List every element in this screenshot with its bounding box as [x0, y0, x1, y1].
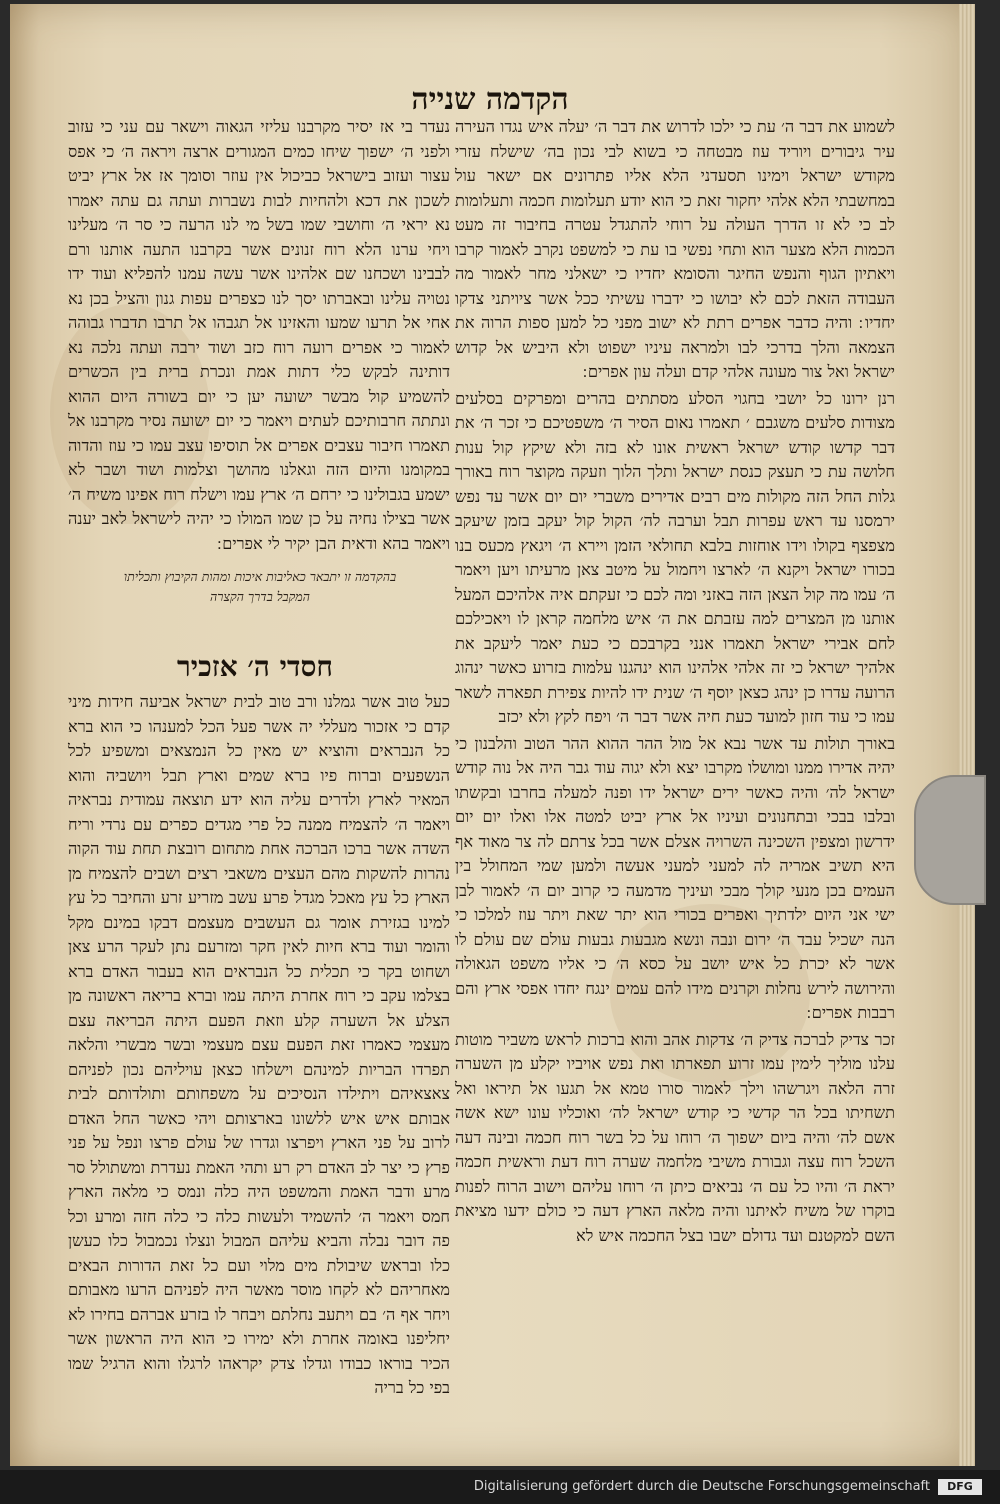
right-column: [455, 115, 895, 1395]
colophon-line: המקבל בדרך הקצרה: [209, 589, 311, 604]
paragraph: נעדר בי אז יסיר מקרבנו עליזי הגאוה וישאר עם עני כי עזוב ולפני ה׳ ישפוך שיחו כמים המגורים ארצה ויראה ה׳ כי אפס עצור ועזוב בישראל כביכול אין עוזר וסומך אז אל ארץ יביט לשכון את דכא ולהחיות לבות נשברות ועתה גם עתה יאמרו נא יראי ה׳ וחושבי שמו בשל מי לנו הרעה כי סר ה׳ מעלינו ויחי ערנו הלא רוח זנונים אשר בקרבנו התעה אותנו ורם לבבינו ושכחנו שם אלהינו אשר עשה עמנו להפליא ועוד ידו נטויה עלינו ובאברתו יסך לנו כצפרים עפות גנון והציל בכן נא אחי אל תרעו שמעו והאזינו אל תגבהו אל תרבו תדברו גבוהה לאמור כי אפרים רועה רוח כזב ושוד ירבה ועתה נלכה נא דותינה לבקש כלי דתות אמת ונכרת ברית בין הכשרים להשמיע קול מבשר ישועה יען כי יום בשורה היום ההוא ונתתה חרבותיכם לעתים ויאמר כי יום ישועה נסיר מקרבנו אל תאמרו חיבור עצבים אפרים אל תוסיפו עצב עמו כי עוז והדוה במקומנו והיום הזה וגאלנו מהושך וצלמות ושוד ושבר לא ישמע בגבולינו כי ירחם ה׳ ארץ עמו וישלח רוח אפינו משיח ה׳ אשר בצילו נחיה על כן שמו המולו כי יהיה לישראל לאב יענה ויאמר בהא ודאית הבן יקיר לי אפרים ׃: [68, 117, 450, 553]
paragraph: לשמוע את דבר ה׳ עת כי ילכו לדרוש את דבר ה׳ יעלה איש נגדו העירה עיר גיבורים ויוריד עוז מבטחה כי בשוא לבי נכון בה׳ שישלח עזרי מקודש ישראל וימינו תסעדני הלא אליו פתרונים אם ישאר עול במחשבתי הלא אלהי יחקור זאת כי הוא יודע תעלומות חכמה ותעלומות לב כי לא זו הדרך העולה על רוחי להתגדל עטרה בחיבור זה מעט הכמות הלא מצער הוא ותחי נפשי בו עת כי למשפט נקרב לאמור קרבו ויאתיון הגוף והנפש החיגר והסומא יחדיו כי ישאלני מחר לאמור מה העבודה הזאת לכם לא יבושו כי ידברו עשיתי ככל אשר ציויתני צדקו יחדיו ׃ והיה כדבר אפרים רתת לא ישוב מפני כל למען ספות הרוה את הצמאה והלך בדרכי לבו ולמראה עיניו ישפוט ולא היביש אל קדוש ישראל ואל צור מעונה אלהי קדם ועלה עון אפרים ׃: [455, 117, 895, 381]
paragraph: באורך תולות עד אשר נבא אל מול ההר ההוא ההר הטוב והלבנון כי יהיה אדירו ממנו ומושלו מקרבו יצא ולא יגוה עוד גבר היה אל נוה קודש ישראל לה׳ והיה כאשר ירים ישראל ידו ופנה למעלה בחרבו ובקשתו ובלבו בבכי ובתחנונים ועיניו אל ארץ יביט למטה אלו ואלו יום יום ידרשון ומצפין השכינה השרויה אצלם אשר בכל צרתם לה צר מאוד אף היא תשיב אמריה לה למעני למעני אעשה ולמען שמי המחולל בין העמים בכן מנעי קולך מבכי ועיניך מדמעה כי קרוב יום ה׳ לאמור לבן ישי אני היום ילדתיך ואפרים בכורי הוא יתר שאת ויתר עוז למלכו כי הנה ישכיל עבד ה׳ ירום ונבה ונשא מגבעות גבעות עולם שם עולם לו אשר לא יכרת כל איש יושב על כסא ה׳ כי אליו משפט הגאולה והירושה לירש נחלות וקרנים מידו להם עמים ינגח יחדו אפסי ארץ והם רבבות אפרים ׃: [455, 733, 895, 1022]
section-title: חסדי ה׳ אזכיר: [177, 650, 333, 683]
paragraph: רנן ירונו כל יושבי בחגוי הסלע מסתתים בהרים ומפרקים בסלעים מצודות סלעים משגבם ׳ תאמרו נאום הסיר ה׳ משפטיכם כי זכר ה׳ את דבר קדשו קודש ישראל ראשית אונו לא בזה ולא שיקץ קול ענות חלושה עת כי תעצק כנסת ישראל ותלך הלוך וזעקה מקוצר רוח באורך גלות החל הזה מקולות מים רבים אדירים משברי יום יום אשר עד נפש ירמסנו עד ראש עפרות תבל וערבה לה׳ הקול קול יעקב בזמן שיעקב מצפצף בקולו וידו אוחזות בלבא תחולאי הזמן ויירא ה׳ ויגאץ מכעס בנו בכורו ישראל ויקנא ה׳ לארצו ויחמול על מיטב צאן מרעיתו ויען ויאמר ה׳ עמו מה קול הצאן הזה באזני ומה לכם כי זעקתם איה אלהיכם המעל אותנו מן המצרים למה עזבתם את ה׳ איש מלחמה קראן לו ויאכילכם לחם אבירי ישראל תאמרו אנני בקרבכם כי כעת יאמר ליעקב את אלהיך ישראל כי זה אלהי אלהינו הוא ינהגנו עלמות בזרוע כאשר ינהוג הרועה עדרו כן ינהג כצאן יוסף ה׳ שנית ידו להיות צפירת תפארה לשאר עמו כי עוד חזון למועד כעת חיה אשר דבר ה׳ ויפח לקץ ולא יכזב: [455, 388, 895, 726]
colophon-line: בהקדמה זו יתבאר כאליבות איכות ומהות הקיבוץ ותכליתו: [123, 569, 397, 584]
dfg-logo: DFG: [938, 1479, 982, 1495]
page-clip: [914, 775, 986, 905]
footer-bar: [0, 1470, 1000, 1504]
page-edge: [959, 4, 975, 1466]
left-column-bottom: [68, 690, 450, 1397]
left-column-top: [68, 115, 450, 553]
footer-credit: Digitalisierung gefördert durch die Deutsche Forschungsgemeinschaft: [473, 1479, 930, 1494]
paragraph: כעל טוב אשר גמלנו ורב טוב לבית ישראל אביעה חידות מיני קדם כי אזכור מעללי יה אשר פעל הכל למענהו כי הוא ברא כל הנבראים והוציא יש מאין כל הנמצאים ומשפיע לכל הנשפעים וברוח פיו ברא שמים וארץ תבל ויושביה והוא המאיר לארץ ולדרים עליה הוא ידע תוצאה עמודית נבראיה ויאמר ה׳ להצמיח ממנה כל פרי מגדים כפרים עם נרדי וריח השדה אשר ברכו הברכה אחת מתחום רובצת תחת עוד הקוה נהרות להשקות מהם העצים משאבי רצים ושבים להצמיח מן הארץ כל עץ מאכל מגדל פרע עשב מזריע זרע והחיבר כל עץ למינו בגזירת אומר גם העשבים מעצמם דבקו במינם מקל והומר ועוד ברא חיות לאין חקר ומזרעם נתן לעקר הרע צאן ושחוט בקר כי תכלית כל הנבראים הוא בעבור האדם ברא בצלמו עקב כי רוח אחרת היתה עמו וברא בריאה ראשונה מן הצלע אל השערה קלע וזאת הפעם היתה הבריאה עצם מעצמי כאמרו זאת הפעם עצם מעצמי ובשר מבשרי והלאה תפרדו הבריות למינהם וישלחו כצאן עויליהם נכון לפניהם צאצאיהם ויתילדו הנסיכים על משפחותם ותולדותם לבית אבותם איש איש ללשונו בארצותם ויהי כאשר החל האדם לרוב על פני הארץ ויפרצו וגדרו של עולם פרצו ונפל על פני פרץ כי יצר לב האדם רק רע ותהי האמת נעדרת ומשתולל סר מרע ודבר האמת והמשפט היה כלה ונמס כי מלאה הארץ חמס ויאמר ה׳ להשמיד ולעשות כלה כי כלה חזה ומרע וכל פה דובר נבלה והביא עליהם המבול ונצלו נכמבול כלו כעשן כלו ובראש שיבולת מים מלוי ועם כל זאת הדורות הבאים מאחריהם לא לקחו מוסר מאשר היה לפניהם הרעו מאבותם ויחר אף ה׳ בם ויתעב נחלתם ויבחר לו בזרע אברהם בחירו לא יחליפנו באומה אחרת ולא ימירו כי הוא היה הראשון אשר הכיר בוראו כבודו וגדלו צדק יקראהו לרגלו והוא הרגיל שמו בפי כל בריה: [68, 692, 450, 1397]
colophon-note: [90, 567, 430, 607]
paragraph: זכר צדיק לברכה צדיק ה׳ צדקות אהב והוא ברכות לראש משביר מוטות עלנו מוליך לימין עמו זרוע תפארתו ואת נפש אויביו יקלע מן השערה זרה הלאה ויגרשהו וילך לאמור סורו טמא אל תגעו אל תיראו ואל תשחיתו בכל הר קדשי כי קודש ישראל לה׳ ואוכליו עונו ישא אשה אשם לה׳ והיה ביום ישפוך ה׳ רוחו על כל בשר רוח חכמה ובינה דעה השכל רוח עצה וגבורת משיבי מלחמה שערה רוח דעת וראשית חכמה יראת ה׳ והיו כל עם ה׳ נביאים כיתן ה׳ רוחו עליהם וישוב הרוח לפנות בוקרו של משיח לאיתנו והיה מלאה הארץ דעה כי כולם ידעו מציאת השם למקטנם ועד גדולם ישבו בצל החכמה איש לא: [455, 1029, 895, 1245]
page-heading: הקדמה שנייה: [411, 82, 569, 117]
